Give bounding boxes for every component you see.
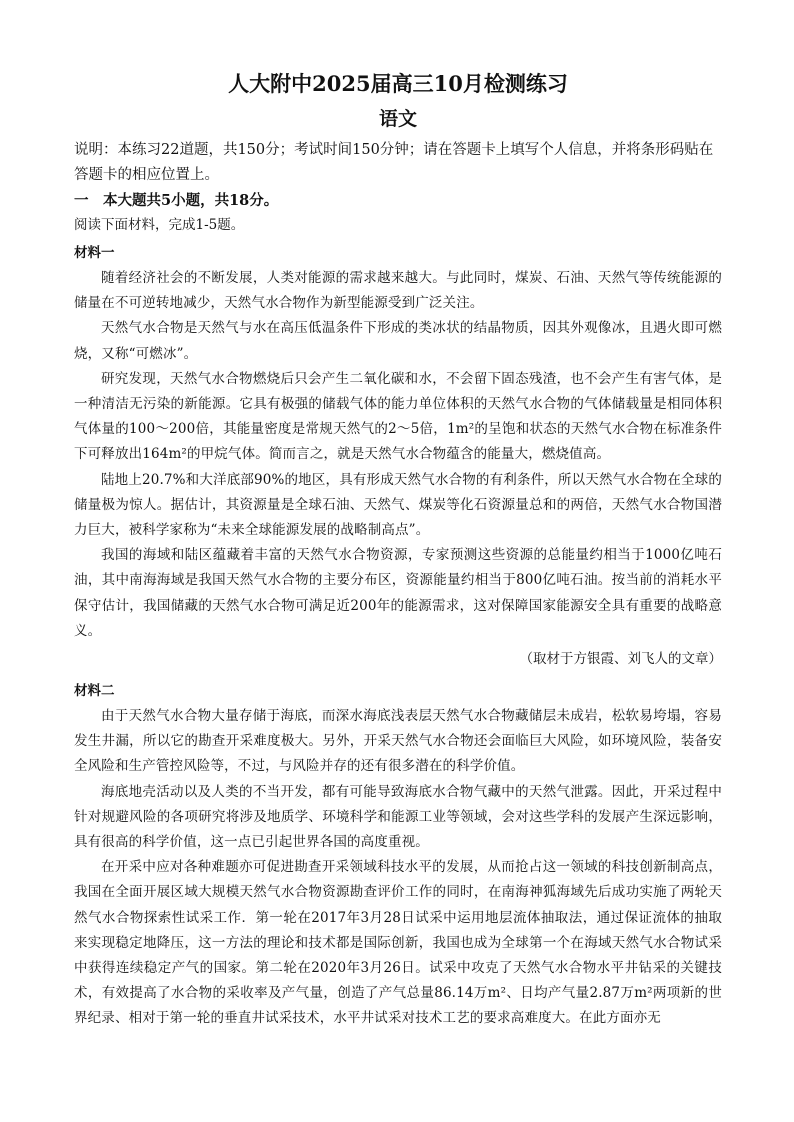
paragraph: 由于天然气水合物大量存储于海底，而深水海底浅表层天然气水合物藏储层未成岩，松软易垮塌，容易发生井漏，所以它的勘查开采难度极大。另外，开采天然气水合物还会面临巨大风险，如环境风险，装备安全风险和生产管控风险等，不过，与风险并存的还有很多潜在的科学价值。 bbox=[74, 708, 722, 775]
material-label: 材料二 bbox=[74, 683, 115, 700]
page-title: 人大附中2025届高三10月检测练习 bbox=[228, 71, 568, 96]
source-citation: （取材于方银霞、刘飞人的文章） bbox=[519, 651, 722, 668]
material-label: 材料一 bbox=[74, 245, 115, 261]
page-subtitle: 语文 bbox=[378, 108, 417, 130]
instructions: 说明：本练习22道题，共150分；考试时间150分钟；请在答题卡上填写个人信息，并将条形码贴在答题卡的相应位置上。 bbox=[74, 142, 714, 183]
section-directive: 阅读下面材料，完成1-5题。 bbox=[74, 217, 245, 233]
paragraph: 随着经济社会的不断发展，人类对能源的需求越来越大。与此同时，煤炭、石油、天然气等传统能源的储量在不可逆转地减少，天然气水合物作为新型能源受到广泛关注。 bbox=[74, 270, 722, 312]
section-heading: 一 本大题共5小题，共18分。 bbox=[74, 192, 279, 209]
paragraph: 天然气水合物是天然气与水在高压低温条件下形成的类冰状的结晶物质，因其外观像冰，且遇火即可燃烧，又称“可燃冰”。 bbox=[74, 320, 722, 362]
paragraph: 在开采中应对各种难题亦可促进勘查开采领域科技水平的发展，从而抢占这一领域的科技创新制高点，我国在全面开展区域大规模天然气水合物资源勘查评价工作的同时，在南海神狐海域先后成功实施了两轮天然气水合物探索性试采工作．第一轮在2017年3月28日试采中运用地层流体抽取法，通过保证流体的抽取来实现稳定地降压，这一方法的理论和技术都是国际创新，我国也成为全球第一个在海域天然气水合物试采中获得连续稳定产气的国家。第二轮在2020年3月26日。试采中攻克了天然气水合物水平井钻采的关键技术，有效提高了水合物的采收率及产气量，创造了产气总量86.14万m²、日均产气量2.87万m²两项新的世界纪录、相对于第一轮的垂直井试采技术，水平井试采对技术工艺的要求高难度大。在此方面亦无 bbox=[74, 859, 722, 1027]
paragraph: 我国的海域和陆区蕴藏着丰富的天然气水合物资源，专家预测这些资源的总能量约相当于1000亿吨石油，其中南海海域是我国天然气水合物的主要分布区，资源能量约相当于800亿吨石油。按当前的消耗水平保守估计，我国储藏的天然气水合物可满足近200年的能源需求，这对保障国家能源安全具有重要的战略意义。 bbox=[74, 547, 722, 639]
paragraph: 陆地上20.7%和大洋底部90%的地区，具有形成天然气水合物的有利条件，所以天然气水合物在全球的储量极为惊人。据估计，其资源量是全球石油、天然气、煤炭等化石资源量总和的两倍，天然气水合物国潜力巨大，被科学家称为“未来全球能源发展的战略制高点”。 bbox=[74, 471, 722, 539]
paragraph: 研究发现，天然气水合物燃烧后只会产生二氧化碳和水，不会留下固态残渣，也不会产生有害气体，是一种清洁无污染的新能源。它具有极强的储载气体的能力单位体积的天然气水合物的气体储载量是相同体积气体量的100～200倍，其能量密度是常规天然气的2～5倍，1m²的呈饱和状态的天然气水合物在标准条件下可释放出164m²的甲烷气体。简而言之，就是天然气水合物蕴含的能量大，燃烧值高。 bbox=[74, 370, 722, 463]
paragraph: 海底地壳活动以及人类的不当开发，都有可能导致海底水合物气藏中的天然气泄露。因此，开采过程中针对规避风险的各项研究将涉及地质学、环境科学和能源工业等领域，会对这些学科的发展产生深远影响，具有很高的科学价值，这一点已引起世界各国的高度重视。 bbox=[74, 783, 722, 851]
